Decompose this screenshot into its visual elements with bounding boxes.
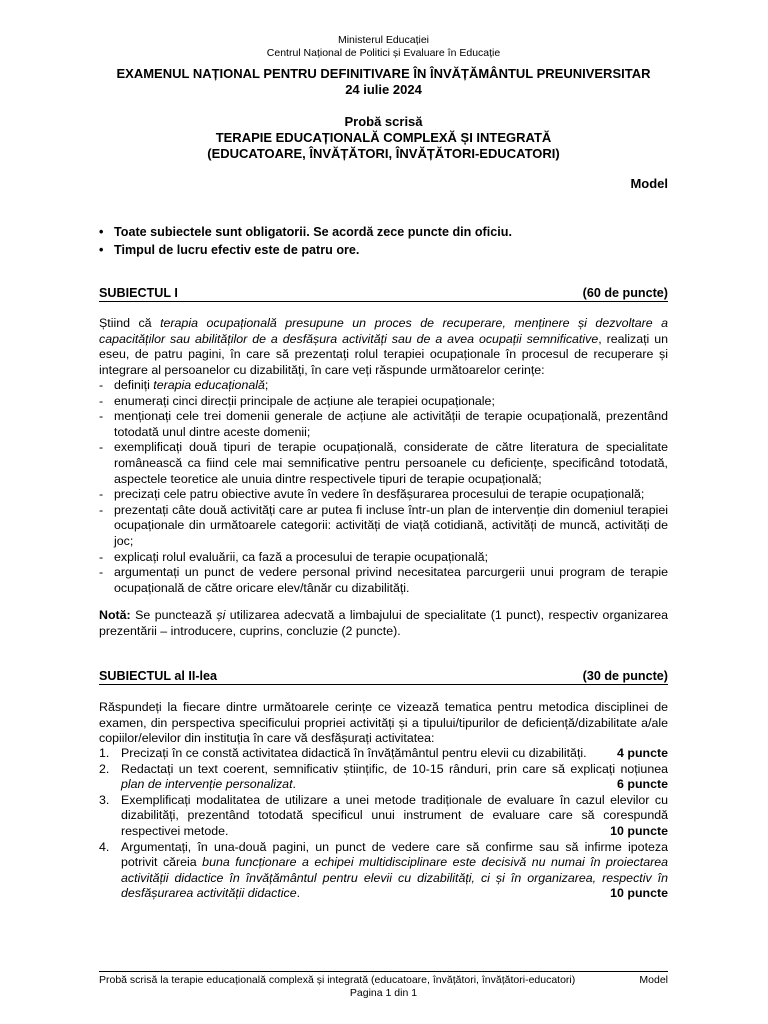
task-item (99, 746, 668, 762)
section-1-header (99, 286, 668, 302)
section-1-intro (99, 316, 668, 378)
intro-definition: terapia ocupațională presupune un proces de recuperare, menținere și dezvoltare a capacităților sau abilităților de a desfășura activități sau de a avea ocupații semnificative (99, 316, 668, 346)
audience-label: (EDUCATOARE, ÎNVĂȚĂTORI, ÎNVĂȚĂTORI-EDUCATORI) (207, 146, 560, 161)
footer-description: Probă scrisă la terapie educațională complexă și integrată (educatoare, învățători, învățători-educatori) (99, 974, 576, 986)
task-points: 6 puncte (617, 777, 668, 792)
task-hypothesis: buna funcționare a echipei multidisciplinare este decisivă nu numai în proiectarea activității didactice în învățământul pentru elevii cu dizabilități, ci și în organizarea, respectiv în desfășurarea activității didactice (121, 855, 668, 901)
section-1-title: SUBIECTUL I (99, 286, 178, 300)
section-2-intro: Răspundeți la fiecare dintre următoarele cerințe ce vizează tematica pentru metodica disciplinei de examen, din perspectiva specificului propriei activități și a tipului/tipurilor de deficiență/dizabilitate a/ale copiilor/elevilor din instituția în care vă desfășurați activitatea: (99, 700, 668, 746)
section-2-items (99, 746, 668, 902)
proba-label: Probă scrisă (344, 114, 423, 129)
task-term: plan de intervenție personalizat (121, 777, 293, 792)
intro-text: Știind că (99, 316, 161, 330)
exam-title: EXAMENUL NAȚIONAL PENTRU DEFINITIVARE ÎN ÎNVĂȚĂMÂNTUL PREUNIVERSITAR (116, 66, 651, 81)
task-text: Argumentați, în una-două pagini, un punct de vedere care să confirme sau să infirme ipoteza potrivit căreia (121, 839, 668, 870)
task-number: 2. (99, 761, 110, 776)
requirement-item (99, 378, 668, 394)
rules-list (99, 223, 668, 259)
task-text: Redactați un text coerent, semnificativ științific, de 10-15 rânduri, prin care să explicați noțiunea (121, 761, 668, 776)
exam-title-block (99, 66, 668, 98)
requirement-item: - precizați cele patru obiective avute în vedere în desfășurarea procesului de terapie ocupațională; (99, 487, 668, 503)
task-points: 10 puncte (610, 886, 668, 901)
task-number: 3. (99, 792, 110, 807)
task-points: 10 puncte (610, 823, 668, 838)
note-label: Notă: (99, 608, 131, 622)
rule-item: • Timpul de lucru efectiv este de patru ore. (99, 241, 668, 259)
note-text: utilizarea adecvată a limbajului de specialitate (1 punct), respectiv organizarea prezentării – introducere, cuprins, concluzie (2 puncte). (99, 608, 668, 638)
requirement-item: - exemplificați două tipuri de terapie ocupațională, considerate de către literatura de specialitate românească ca fiind cele mai semnificative pentru persoanele cu deficiențe, specificând totodată, aspectele teoretice ale unuia dintre respectivele tipuri de terapie ocupațională; (99, 440, 668, 487)
requirement-item: - menționați cele trei domenii generale de acțiune ale activității de terapie ocupațională, prezentând totodată unul dintre aceste domenii; (99, 409, 668, 440)
task-points: 4 puncte (617, 746, 668, 760)
section-1-note (99, 608, 668, 639)
section-2-points: (30 de puncte) (582, 669, 668, 683)
section-2-header (99, 669, 668, 685)
task-text: Exemplificați modalitatea de utilizare a unei metode tradiționale de evaluare în cazul elevilor cu dizabilități, prezentând totodată specificul unui instrument de evaluare care să corespundă respectivei metode. (121, 792, 668, 838)
note-text: Se punctează (130, 608, 217, 622)
rule-item: • Toate subiectele sunt obligatorii. Se acordă zece puncte din oficiu. (99, 223, 668, 241)
task-text: Precizați în ce constă activitatea didactică în învățământul pentru elevii cu dizabilități. (121, 746, 587, 760)
requirement-item: - argumentați un punct de vedere personal privind necesitatea parcurgerii unui program de terapie ocupațională de către oricare elev/tânăr cu dizabilități. (99, 565, 668, 596)
task-text: . (292, 777, 296, 792)
footer-model: Model (639, 974, 668, 986)
task-number: 1. (99, 746, 110, 760)
task-text: . (296, 886, 301, 901)
requirement-text: ; (264, 378, 269, 392)
section-1-points: (60 de puncte) (582, 286, 668, 300)
page-footer (99, 971, 668, 1000)
task-item (99, 762, 668, 793)
task-number: 4. (99, 839, 110, 854)
subject-title: TERAPIE EDUCAȚIONALĂ COMPLEXĂ ȘI INTEGRATĂ (215, 130, 552, 145)
center-name: Centrul Național de Politici și Evaluare în Educație (266, 47, 501, 59)
requirement-item: - enumerați cinci direcții principale de acțiune ale terapiei ocupaționale; (99, 394, 668, 410)
task-item (99, 793, 668, 840)
proba-block (99, 114, 668, 162)
requirement-item: - explicați rolul evaluării, ca fază a procesului de terapie ocupațională; (99, 550, 668, 566)
section-2-title: SUBIECTUL al II-lea (99, 669, 218, 683)
model-label: Model (630, 176, 668, 191)
requirement-item: - prezentați câte două activități care ar putea fi incluse într-un plan de intervenție din domeniul terapiei ocupaționale din următoarele categorii: activități de viață cotidiană, activități de muncă, activități de joc; (99, 503, 668, 550)
intro-text: , realizați un eseu, de patru pagini, în care să prezentați rolul terapiei ocupaționale în procesul de recuperare și integrare al persoanelor cu dizabilități, în care veți răspunde următoarelor cerințe: (99, 331, 668, 377)
task-item (99, 840, 668, 902)
section-1-requirements (99, 378, 668, 596)
page-number: Pagina 1 din 1 (349, 987, 418, 999)
ministry-name: Ministerul Educației (337, 34, 430, 46)
requirement-term: terapia educațională (153, 378, 265, 392)
exam-date: 24 iulie 2024 (345, 82, 422, 97)
ministry-header (99, 34, 668, 60)
requirement-text: definiți (114, 378, 154, 392)
note-emphasis: și (216, 608, 226, 622)
